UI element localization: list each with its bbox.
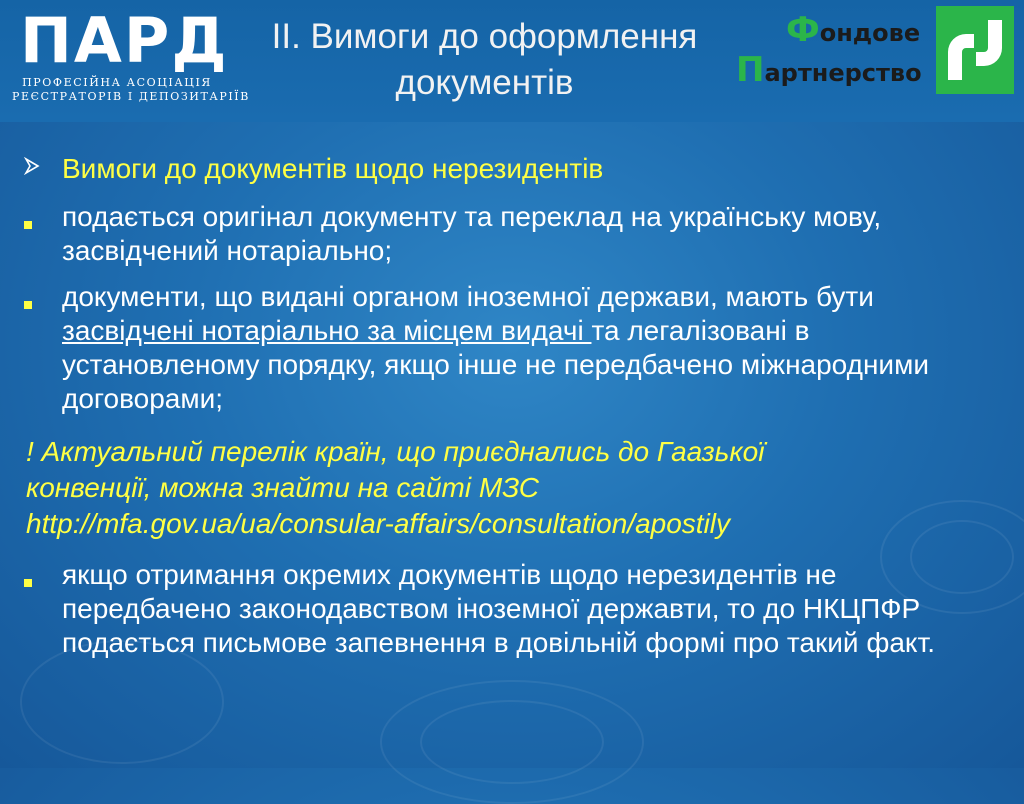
fp-logo-line-1 [786, 10, 920, 50]
bullet-text-2 [62, 280, 1002, 416]
pard-logo-word: ПАРД [20, 4, 229, 77]
slide-title [232, 14, 737, 106]
bullet-2-underlined: засвідчені нотаріально за місцем видачі [62, 315, 592, 346]
fondove-partnerstvo-logo [734, 6, 1018, 92]
bullet-text-3: якщо отримання окремих документів щодо нерезидентів не передбачено законодавством іноземної державти, то до НКЦПФР подається письмове запевнення в довільній формі про такий факт. [62, 559, 935, 658]
slide-title-line-1: ІІ. Вимоги до оформлення [271, 17, 698, 56]
fp-logo-icon [936, 6, 1014, 94]
slide-title-line-2: документів [395, 63, 574, 102]
note-line-2: конвенції, можна знайти на сайті МЗС [26, 472, 539, 503]
pard-logo-subtitle-2: РЕЄСТРАТОРІВ І ДЕПОЗИТАРІЇВ [12, 90, 250, 103]
fp-logo-rest-2: артнерство [764, 59, 922, 87]
fp-logo-cap-2: П [736, 50, 765, 90]
square-bullet-icon [24, 568, 34, 602]
fp-logo-line-2 [736, 50, 922, 90]
content-heading: Вимоги до документів щодо нерезидентів [62, 153, 604, 184]
bullet-2-part-2: та легалізовані в установленому порядку, якщо інше не передбачено міжнародними договорами; [62, 315, 929, 414]
fp-logo-cap-1: Ф [786, 10, 820, 50]
square-bullet-icon [24, 210, 34, 244]
bullet-2-part-1: документи, що видані органом іноземної держави, мають бути [62, 281, 874, 312]
background-ripple [420, 700, 604, 784]
pard-logo [10, 4, 250, 114]
note-block [26, 434, 1006, 542]
bullet-text-1: подається оригінал документу та переклад на українську мову, засвідчений нотаріально; [62, 201, 882, 266]
note-line-1: ! Актуальний перелік країн, що приєднались до Гаазької [26, 436, 765, 467]
slide-header [0, 0, 1024, 122]
pard-logo-subtitle-1: ПРОФЕСІЙНА АСОЦІАЦІЯ [22, 76, 212, 89]
square-bullet-icon [24, 290, 34, 324]
note-link[interactable]: http://mfa.gov.ua/ua/consular-affairs/consultation/apostily [26, 508, 731, 539]
arrow-bullet-icon [24, 154, 40, 188]
fp-logo-rest-1: ондове [819, 19, 921, 47]
